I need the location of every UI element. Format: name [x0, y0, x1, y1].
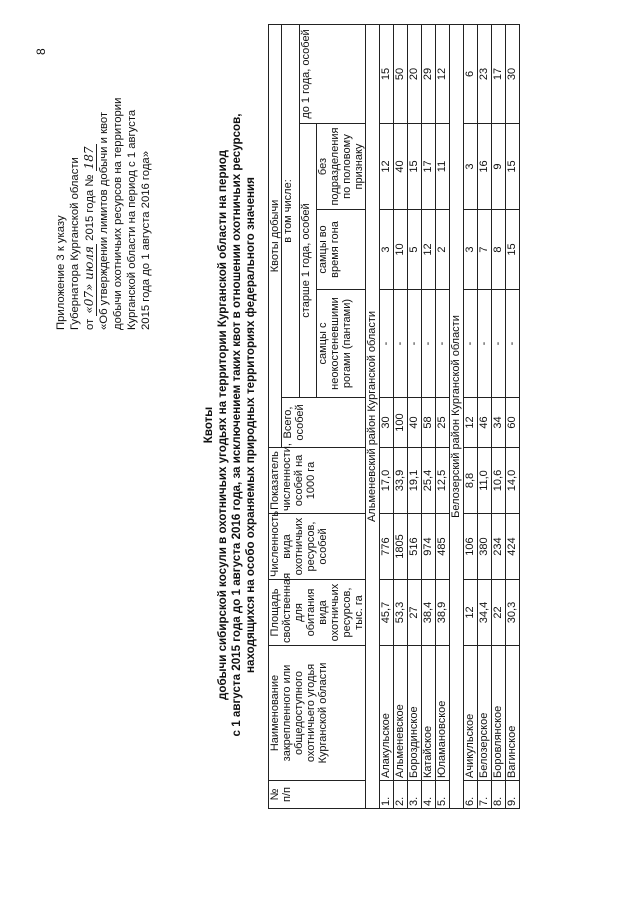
density-cell: 11,0	[478, 448, 492, 514]
rut-cell: 10	[394, 210, 408, 290]
header-num: № п/п	[269, 781, 366, 809]
header-including: в том числе:	[282, 24, 300, 397]
nosex-cell: 3	[464, 124, 478, 210]
population-cell: 234	[492, 514, 506, 580]
title-line: находящихся на особо охраняемых природных территориях федерального значения	[244, 177, 257, 673]
table-row	[464, 24, 478, 808]
density-cell: 25,4	[422, 448, 436, 514]
header-older: старше 1 года, особей	[299, 124, 317, 398]
rotated-content	[30, 5, 610, 845]
appendix-line: 2015 года до 1 августа 2016 года»	[140, 150, 152, 330]
rut-cell: 2	[436, 210, 450, 290]
table-row	[478, 24, 492, 808]
antlers-cell: -	[492, 290, 506, 398]
header-total: Всего, особей	[282, 398, 366, 448]
antlers-cell: -	[436, 290, 450, 398]
handwritten-number: 187	[82, 146, 96, 170]
total-cell: 46	[478, 398, 492, 448]
population-cell: 106	[464, 514, 478, 580]
nosex-cell: 16	[478, 124, 492, 210]
population-cell: 1805	[394, 514, 408, 580]
area-cell: 38,9	[436, 580, 450, 646]
table-row	[436, 24, 450, 808]
header-density: Показатель численности, особей на 1000 га	[269, 448, 366, 514]
density-cell: 14,0	[506, 448, 520, 514]
title-line: добычи сибирской косули в охотничьих угодьях на территории Курганской области на период	[216, 150, 229, 700]
area-cell: 34,4	[478, 580, 492, 646]
antlers-cell: -	[394, 290, 408, 398]
area-cell: 38,4	[422, 580, 436, 646]
rut-cell: 12	[422, 210, 436, 290]
rut-cell: 15	[506, 210, 520, 290]
nosex-cell: 9	[492, 124, 506, 210]
rut-cell: 8	[492, 210, 506, 290]
region-row	[366, 24, 380, 808]
total-cell: 100	[394, 398, 408, 448]
total-cell: 40	[408, 398, 422, 448]
under1-cell: 17	[492, 24, 506, 123]
header-quotas: Квоты добычи	[269, 24, 282, 447]
hunting-ground-name: Боровлянское	[492, 646, 506, 781]
under1-cell: 50	[394, 24, 408, 123]
header-under1: до 1 года, особей	[299, 24, 366, 123]
table-body	[366, 24, 520, 808]
antlers-cell: -	[380, 290, 394, 398]
area-cell: 53,3	[394, 580, 408, 646]
total-cell: 25	[436, 398, 450, 448]
document-title	[202, 25, 258, 825]
nosex-cell: 15	[506, 124, 520, 210]
page-number: 8	[34, 48, 48, 55]
antlers-cell: -	[478, 290, 492, 398]
hunting-ground-name: Вагинское	[506, 646, 520, 781]
header-no-sex: без подразделения по половому признаку	[317, 124, 366, 210]
nosex-cell: 15	[408, 124, 422, 210]
population-cell: 424	[506, 514, 520, 580]
nosex-cell: 40	[394, 124, 408, 210]
header-population: Численность вида охотничьих ресурсов, особей	[269, 514, 366, 580]
appendix-line: Курганской области на период с 1 августа	[126, 109, 138, 330]
antlers-cell: -	[464, 290, 478, 398]
quota-table	[268, 24, 520, 809]
hunting-ground-name: Белозерское	[478, 646, 492, 781]
region-name: Белозерский район Курганской области	[450, 24, 464, 808]
header-males-rut: самцы во время гона	[317, 210, 366, 290]
total-cell: 30	[380, 398, 394, 448]
population-cell: 516	[408, 514, 422, 580]
population-cell: 974	[422, 514, 436, 580]
total-cell: 12	[464, 398, 478, 448]
density-cell: 19,1	[408, 448, 422, 514]
region-row	[450, 24, 464, 808]
area-cell: 27	[408, 580, 422, 646]
nosex-cell: 17	[422, 124, 436, 210]
row-num: 9.	[506, 781, 520, 809]
antlers-cell: -	[408, 290, 422, 398]
table-row	[380, 24, 394, 808]
row-num: 2.	[394, 781, 408, 809]
table-row	[408, 24, 422, 808]
header-males-antlers: самцы с неокостеневшими рогами (пантами)	[317, 290, 366, 398]
appendix-line: Губернатора Курганской области	[69, 157, 81, 330]
density-cell: 8,8	[464, 448, 478, 514]
under1-cell: 23	[478, 24, 492, 123]
row-num: 8.	[492, 781, 506, 809]
hunting-ground-name: Алакульское	[380, 646, 394, 781]
hunting-ground-name: Катайское	[422, 646, 436, 781]
population-cell: 485	[436, 514, 450, 580]
under1-cell: 30	[506, 24, 520, 123]
table-row	[394, 24, 408, 808]
antlers-cell: -	[422, 290, 436, 398]
density-cell: 33,9	[394, 448, 408, 514]
area-cell: 30,3	[506, 580, 520, 646]
under1-cell: 12	[436, 24, 450, 123]
area-cell: 45,7	[380, 580, 394, 646]
appendix-line: Приложение 3 к указу	[55, 215, 67, 330]
table-row	[492, 24, 506, 808]
handwritten-date: «07» июля	[82, 245, 96, 314]
under1-cell: 15	[380, 24, 394, 123]
appendix-line: добычи охотничьих ресурсов на территории	[112, 97, 124, 330]
hunting-ground-name: Альменевское	[394, 646, 408, 781]
density-cell: 10,6	[492, 448, 506, 514]
row-num: 6.	[464, 781, 478, 809]
density-cell: 17,0	[380, 448, 394, 514]
appendix-header	[54, 15, 153, 330]
row-num: 7.	[478, 781, 492, 809]
under1-cell: 29	[422, 24, 436, 123]
table-row	[422, 24, 436, 808]
population-cell: 380	[478, 514, 492, 580]
hunting-ground-name: Юламановское	[436, 646, 450, 781]
row-num: 4.	[422, 781, 436, 809]
appendix-year: 2015 года №	[84, 174, 96, 241]
under1-cell: 6	[464, 24, 478, 123]
rut-cell: 3	[464, 210, 478, 290]
row-num: 3.	[408, 781, 422, 809]
nosex-cell: 12	[380, 124, 394, 210]
header-name: Наименование закрепленного или общедоступного охотничьего угодья Курганской области	[269, 646, 366, 781]
area-cell: 22	[492, 580, 506, 646]
row-num: 5.	[436, 781, 450, 809]
appendix-date-line	[82, 15, 97, 330]
table-row	[506, 24, 520, 808]
title-line: с 1 августа 2015 года до 1 августа 2016 года, за исключением таких квот в отношении охотничьих ресурсов,	[230, 113, 243, 737]
row-num: 1.	[380, 781, 394, 809]
hunting-ground-name: Ачикульское	[464, 646, 478, 781]
nosex-cell: 11	[436, 124, 450, 210]
under1-cell: 20	[408, 24, 422, 123]
header-area: Площадь свойственная для обитания вида охотничьих ресурсов, тыс. га	[269, 580, 366, 646]
hunting-ground-name: Бороздинское	[408, 646, 422, 781]
region-name: Альменевский район Курганской области	[366, 24, 380, 808]
rut-cell: 3	[380, 210, 394, 290]
rut-cell: 7	[478, 210, 492, 290]
population-cell: 776	[380, 514, 394, 580]
appendix-from: от	[84, 318, 96, 330]
total-cell: 58	[422, 398, 436, 448]
area-cell: 12	[464, 580, 478, 646]
total-cell: 60	[506, 398, 520, 448]
total-cell: 34	[492, 398, 506, 448]
appendix-line: «Об утверждении лимитов добычи и квот	[98, 111, 110, 330]
title-heading: Квоты	[202, 406, 215, 444]
antlers-cell: -	[506, 290, 520, 398]
density-cell: 12,5	[436, 448, 450, 514]
rut-cell: 5	[408, 210, 422, 290]
